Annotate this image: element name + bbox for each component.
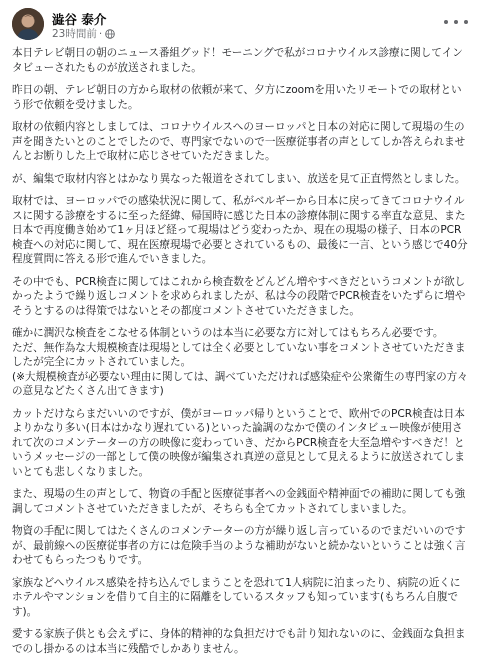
more-options-icon[interactable] xyxy=(444,12,468,32)
post-paragraph-2: 昨日の朝、テレビ朝日の方から取材の依頼が来て、夕方にzoomを用いたリモートでの取材という形で依頼を受けました。 xyxy=(12,84,462,111)
post-body xyxy=(12,46,470,664)
post-paragraph-3: 取材の依頼内容としましては、コロナウイルスへのヨーロッパと日本の対応に関して現場の生の声を聞きたいとのことでしたので、専門家でないので一医療従事者の声としてしか答えられませんとお断りした上で取材に応じさせていただきました。 xyxy=(12,121,466,162)
meta-separator: · xyxy=(98,27,103,40)
post-paragraph-7: 確かに潤沢な検査をこなせる体制というのは本当に必要な方に対してはもちろん必要です。 ただ、無作為な大規模検査は現場としては全く必要としていない事をコメントさせていただきましたが完全にカットされていました。 (※大規模検査が必要ない理由に関しては、調べていただければ感染症や公衆衛生の専門家の方々の意見などたくさん出てきます) xyxy=(12,327,468,397)
post-paragraph-10: 物資の手配に関してはたくさんのコメンテーターの方が繰り返し言っているのでまだいいのですが、最前線への医療従事者の方には危険手当のような補助がないと続かないということは強く言わせてもらったつもりです。 xyxy=(12,525,466,566)
post-paragraph-9: また、現場の生の声として、物資の手配と医療従事者への金銭面や精神面での補助に関しても強調してコメントさせていただきましたが、そちらも全てカットされてしまいました。 xyxy=(12,488,466,515)
avatar-image xyxy=(12,8,44,40)
post-meta xyxy=(52,26,115,41)
post-paragraph-6: その中でも、PCR検査に関してはこれから検査数をどんどん増やすべきだというコメントが欲しかったようで繰り返しコメントを求められましたが、私は今の段階でPCR検査をいたずらに増やそうとするのは得策ではないとその都度コメントさせていただきました。 xyxy=(12,275,466,317)
avatar[interactable] xyxy=(12,8,44,40)
globe-icon[interactable] xyxy=(105,29,115,39)
post-header xyxy=(12,8,468,42)
post-paragraph-8: カットだけならまだいいのですが、僕がヨーロッパ帰りということで、欧州でのPCR検査は日本よりかなり多い(日本はかなり遅れている)といった論調のなかで僕のインタビュー映像が使用されて次のコメンテーターの方の映像に変わっていき、だからPCR検査を大至急増やすべきだ！というメッセージの一部として僕の映像が編集され真逆の意見として見えるように放送されてしまいとても悲しくなりました。 xyxy=(12,407,465,478)
more-dot xyxy=(454,20,458,24)
more-dot xyxy=(444,20,448,24)
post-paragraph-12: 愛する家族子供とも会えずに、身体的精神的な負担だけでも計り知れないのに、金銭面な負担までのし掛かるのは本当に残酷でしかありません。 xyxy=(12,628,466,655)
author-name[interactable]: 澁谷 泰介 xyxy=(52,12,107,27)
post-paragraph-1: 本日テレビ朝日の朝のニュース番組グッド！モーニングで私がコロナウイルス診療に関してインタビューされたものが放送されました。 xyxy=(12,47,463,74)
post-paragraph-5: 取材では、ヨーロッパでの感染状況に関して、私がベルギーから日本に戻ってきてコロナウイルスに関する診療をするに至った経緯、帰国時に感じた日本の診療体制に関する率直な意見、また日本で再度働き始めて1ヶ月ほど経って現場はどう変わったか、現在の現場の様子、日本のPCR検査への対応に関して、現在医療現場で必要とされているもの、最後に一言、という感じで40分程度質問に答える形で進んでいきました。 xyxy=(12,195,468,265)
post-timestamp[interactable]: 23時間前 xyxy=(52,28,97,40)
post-paragraph-11: 家族などへウイルス感染を持ち込んでしまうことを恐れて1人病院に泊まったり、病院の近くにホテルやマンションを借りて自主的に隔離をしているスタッフも知っています(もちろん自腹です)。 xyxy=(12,576,461,618)
post-paragraph-4: が、編集で取材内容とはかなり異なった報道をされてしまい、放送を見て正直愕然としました。 xyxy=(12,172,466,185)
more-dot xyxy=(464,20,468,24)
